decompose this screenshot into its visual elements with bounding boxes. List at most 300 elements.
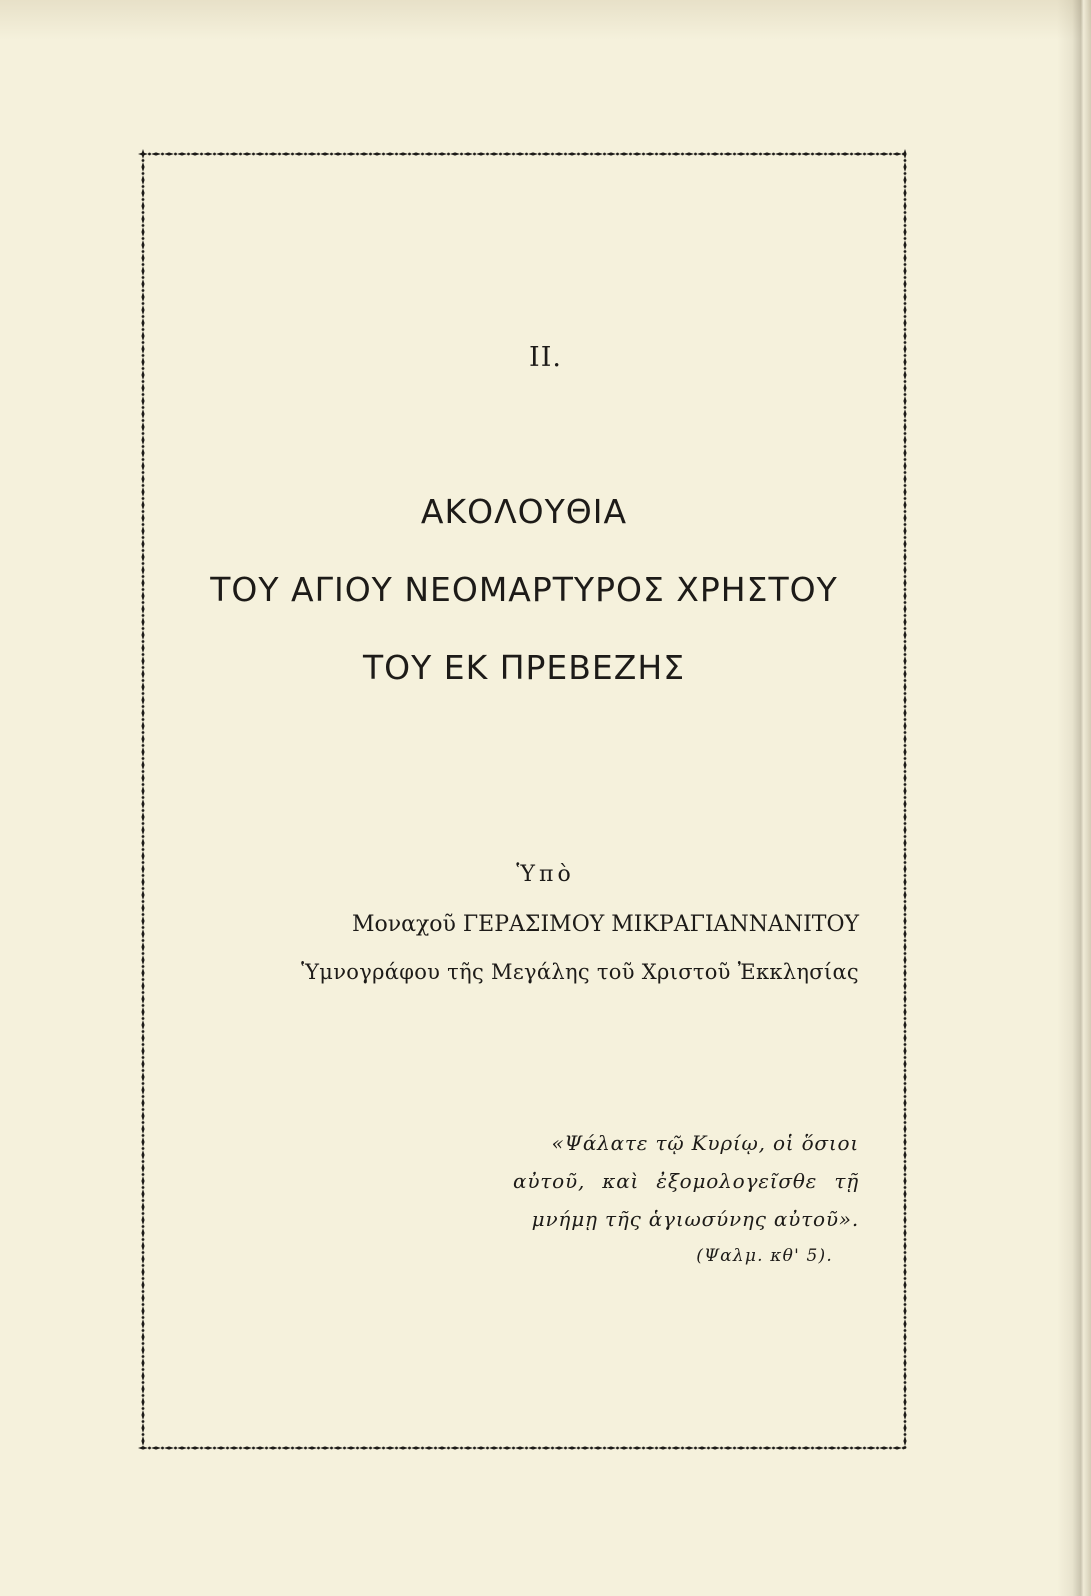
border-ornament xyxy=(216,152,226,155)
border-ornament xyxy=(141,448,144,458)
border-dot xyxy=(904,1355,907,1358)
border-dot xyxy=(904,848,907,851)
border-ornament xyxy=(528,1446,538,1449)
border-dot xyxy=(904,1160,907,1163)
border-ornament xyxy=(736,152,746,155)
title-line-1: ΑΚΟΛΟΥΘΙΑ xyxy=(420,492,628,531)
border-dot xyxy=(904,1199,907,1202)
border-dot xyxy=(142,250,145,253)
border-dot xyxy=(142,614,145,617)
border-ornament xyxy=(463,152,473,155)
border-ornament xyxy=(903,812,906,822)
border-ornament xyxy=(903,552,906,562)
border-dot xyxy=(142,1030,145,1033)
border-ornament xyxy=(749,152,759,155)
border-dot xyxy=(142,978,145,981)
border-dot xyxy=(564,153,567,156)
border-dot xyxy=(142,809,145,812)
border-dot xyxy=(904,1108,907,1111)
border-ornament xyxy=(141,747,144,757)
border-dot xyxy=(904,1147,907,1150)
border-ornament xyxy=(437,152,447,155)
border-dot xyxy=(142,1147,145,1150)
border-ornament xyxy=(141,474,144,484)
border-dot xyxy=(772,153,775,156)
border-dot xyxy=(408,1447,411,1450)
border-dot xyxy=(904,536,907,539)
border-dot xyxy=(904,471,907,474)
border-dot xyxy=(142,1095,145,1098)
border-ornament xyxy=(853,152,863,155)
border-dot xyxy=(904,913,907,916)
border-ornament xyxy=(141,968,144,978)
border-dot xyxy=(759,153,762,156)
border-ornament xyxy=(671,1446,681,1449)
border-dot xyxy=(356,1447,359,1450)
border-dot xyxy=(369,1447,372,1450)
border-ornament xyxy=(903,981,906,991)
border-ornament xyxy=(476,152,486,155)
border-ornament xyxy=(903,162,906,172)
border-dot xyxy=(904,263,907,266)
border-ornament xyxy=(903,149,906,159)
border-ornament xyxy=(606,1446,616,1449)
border-ornament xyxy=(141,1202,144,1212)
border-ornament xyxy=(398,1446,408,1449)
border-ornament xyxy=(903,396,906,406)
border-dot xyxy=(681,153,684,156)
border-dot xyxy=(142,1433,145,1436)
border-ornament xyxy=(723,152,733,155)
border-dot xyxy=(142,1342,145,1345)
border-ornament xyxy=(141,1384,144,1394)
border-ornament xyxy=(903,188,906,198)
border-dot xyxy=(142,406,145,409)
border-ornament xyxy=(385,1446,395,1449)
border-ornament xyxy=(903,383,906,393)
border-ornament xyxy=(645,1446,655,1449)
border-ornament xyxy=(632,152,642,155)
border-ornament xyxy=(307,1446,317,1449)
border-dot xyxy=(904,1030,907,1033)
border-dot xyxy=(460,153,463,156)
border-ornament xyxy=(903,1228,906,1238)
border-dot xyxy=(904,406,907,409)
border-ornament xyxy=(903,838,906,848)
border-dot xyxy=(904,1420,907,1423)
border-ornament xyxy=(903,1384,906,1394)
border-ornament xyxy=(190,152,200,155)
border-dot xyxy=(694,1447,697,1450)
border-ornament xyxy=(903,422,906,432)
border-dot xyxy=(904,1186,907,1189)
border-dot xyxy=(811,153,814,156)
border-ornament xyxy=(489,152,499,155)
border-dot xyxy=(142,263,145,266)
border-ornament xyxy=(141,1137,144,1147)
border-ornament xyxy=(903,825,906,835)
border-dot xyxy=(904,705,907,708)
border-ornament xyxy=(528,152,538,155)
border-ornament xyxy=(333,152,343,155)
border-ornament xyxy=(141,1098,144,1108)
border-dot xyxy=(142,1264,145,1267)
border-ornament xyxy=(903,1020,906,1030)
border-ornament xyxy=(141,149,144,159)
border-dot xyxy=(904,302,907,305)
border-ornament xyxy=(903,292,906,302)
border-dot xyxy=(142,1290,145,1293)
border-ornament xyxy=(359,1446,369,1449)
epigraph-line-1: «Ψάλατε τῷ Κυρίῳ, οἱ ὅσιοι xyxy=(551,1131,859,1155)
border-dot xyxy=(904,731,907,734)
border-dot xyxy=(142,1056,145,1059)
border-dot xyxy=(142,536,145,539)
border-ornament xyxy=(788,152,798,155)
border-dot xyxy=(142,848,145,851)
border-dot xyxy=(142,1108,145,1111)
byline-role: Ὑμνογράφου τῆς Μεγάλης τοῦ Χριστοῦ Ἐκκλησίας xyxy=(301,960,859,984)
border-dot xyxy=(904,224,907,227)
border-ornament xyxy=(903,1124,906,1134)
border-dot xyxy=(142,1329,145,1332)
border-dot xyxy=(142,1069,145,1072)
border-ornament xyxy=(697,152,707,155)
border-ornament xyxy=(141,773,144,783)
border-ornament xyxy=(903,461,906,471)
border-dot xyxy=(142,1173,145,1176)
border-dot xyxy=(904,1095,907,1098)
border-ornament xyxy=(177,152,187,155)
border-ornament xyxy=(450,152,460,155)
title-line-3: ΤΟΥ ΕΚ ΠΡΕΒΕΖΗΣ xyxy=(362,648,686,687)
border-dot xyxy=(850,153,853,156)
border-ornament xyxy=(151,1446,161,1449)
border-ornament xyxy=(141,1397,144,1407)
border-ornament xyxy=(903,1189,906,1199)
border-ornament xyxy=(903,266,906,276)
border-ornament xyxy=(723,1446,733,1449)
border-dot xyxy=(824,1447,827,1450)
epigraph-citation: (Ψαλμ. κθ' 5). xyxy=(696,1246,833,1266)
border-dot xyxy=(142,562,145,565)
border-ornament xyxy=(141,1280,144,1290)
border-dot xyxy=(142,1355,145,1358)
border-dot xyxy=(142,432,145,435)
border-dot xyxy=(291,153,294,156)
border-dot xyxy=(577,1447,580,1450)
border-dot xyxy=(616,153,619,156)
border-dot xyxy=(642,153,645,156)
border-ornament xyxy=(903,695,906,705)
border-dot xyxy=(174,1447,177,1450)
border-ornament xyxy=(903,474,906,484)
border-dot xyxy=(142,458,145,461)
border-ornament xyxy=(281,152,291,155)
border-dot xyxy=(460,1447,463,1450)
border-ornament xyxy=(788,1446,798,1449)
border-ornament xyxy=(903,1072,906,1082)
border-ornament xyxy=(141,1254,144,1264)
border-ornament xyxy=(141,1124,144,1134)
border-ornament xyxy=(827,152,837,155)
border-ornament xyxy=(203,1446,213,1449)
border-ornament xyxy=(903,227,906,237)
border-ornament xyxy=(141,1007,144,1017)
border-ornament xyxy=(606,152,616,155)
border-dot xyxy=(187,153,190,156)
border-dot xyxy=(142,835,145,838)
border-dot xyxy=(904,484,907,487)
border-dot xyxy=(421,1447,424,1450)
border-dot xyxy=(278,153,281,156)
border-ornament xyxy=(141,1306,144,1316)
border-ornament xyxy=(359,152,369,155)
border-ornament xyxy=(141,1215,144,1225)
border-dot xyxy=(904,822,907,825)
border-dot xyxy=(551,1447,554,1450)
border-ornament xyxy=(141,422,144,432)
border-ornament xyxy=(151,152,161,155)
border-dot xyxy=(904,1290,907,1293)
border-dot xyxy=(564,1447,567,1450)
border-ornament xyxy=(903,201,906,211)
border-dot xyxy=(904,770,907,773)
border-dot xyxy=(142,913,145,916)
border-ornament xyxy=(141,1059,144,1069)
border-dot xyxy=(356,153,359,156)
border-dot xyxy=(447,1447,450,1450)
border-ornament xyxy=(141,1410,144,1420)
border-dot xyxy=(904,1004,907,1007)
border-dot xyxy=(590,1447,593,1450)
border-ornament xyxy=(567,1446,577,1449)
border-dot xyxy=(161,1447,164,1450)
border-dot xyxy=(148,1447,151,1450)
border-ornament xyxy=(320,152,330,155)
border-ornament xyxy=(141,929,144,939)
border-dot xyxy=(200,1447,203,1450)
border-dot xyxy=(904,1381,907,1384)
border-dot xyxy=(395,1447,398,1450)
border-ornament xyxy=(141,1176,144,1186)
border-dot xyxy=(142,1082,145,1085)
border-dot xyxy=(142,952,145,955)
border-ornament xyxy=(903,409,906,419)
border-dot xyxy=(904,211,907,214)
border-ornament xyxy=(903,1241,906,1251)
border-ornament xyxy=(141,1189,144,1199)
border-dot xyxy=(904,1043,907,1046)
border-ornament xyxy=(141,201,144,211)
border-dot xyxy=(252,153,255,156)
border-dot xyxy=(772,1447,775,1450)
border-ornament xyxy=(141,188,144,198)
border-ornament xyxy=(141,1072,144,1082)
border-ornament xyxy=(141,708,144,718)
border-dot xyxy=(142,484,145,487)
border-dot xyxy=(904,185,907,188)
border-dot xyxy=(142,965,145,968)
border-dot xyxy=(142,1212,145,1215)
border-ornament xyxy=(141,955,144,965)
border-dot xyxy=(142,1303,145,1306)
border-dot xyxy=(837,153,840,156)
border-ornament xyxy=(177,1446,187,1449)
border-dot xyxy=(142,1368,145,1371)
border-ornament xyxy=(814,1446,824,1449)
border-dot xyxy=(629,153,632,156)
border-ornament xyxy=(903,760,906,770)
border-ornament xyxy=(141,838,144,848)
border-ornament xyxy=(424,152,434,155)
border-ornament xyxy=(141,903,144,913)
border-ornament xyxy=(141,240,144,250)
border-dot xyxy=(447,153,450,156)
border-dot xyxy=(330,153,333,156)
border-dot xyxy=(142,1381,145,1384)
border-dot xyxy=(142,900,145,903)
border-dot xyxy=(142,1420,145,1423)
border-ornament xyxy=(903,1111,906,1121)
border-ornament xyxy=(141,1423,144,1433)
border-ornament xyxy=(903,1176,906,1186)
border-dot xyxy=(904,1056,907,1059)
border-dot xyxy=(798,1447,801,1450)
border-ornament xyxy=(903,1293,906,1303)
border-ornament xyxy=(141,409,144,419)
border-ornament xyxy=(903,955,906,965)
border-ornament xyxy=(141,1111,144,1121)
border-dot xyxy=(330,1447,333,1450)
border-ornament xyxy=(903,1423,906,1433)
border-dot xyxy=(148,153,151,156)
border-ornament xyxy=(903,305,906,315)
border-ornament xyxy=(903,916,906,926)
border-dot xyxy=(904,198,907,201)
border-dot xyxy=(616,1447,619,1450)
epigraph-line-2: αὐτοῦ, καὶ ἐξομολογεῖσθε τῇ xyxy=(513,1169,859,1193)
border-dot xyxy=(161,153,164,156)
border-dot xyxy=(904,1134,907,1137)
border-ornament xyxy=(903,1280,906,1290)
border-ornament xyxy=(840,1446,850,1449)
border-ornament xyxy=(903,435,906,445)
border-ornament xyxy=(903,175,906,185)
border-ornament xyxy=(814,152,824,155)
border-ornament xyxy=(141,214,144,224)
border-dot xyxy=(142,211,145,214)
border-ornament xyxy=(141,435,144,445)
border-dot xyxy=(707,1447,710,1450)
border-ornament xyxy=(141,630,144,640)
border-ornament xyxy=(710,152,720,155)
border-ornament xyxy=(141,162,144,172)
border-dot xyxy=(265,1447,268,1450)
border-ornament xyxy=(141,942,144,952)
border-dot xyxy=(904,1329,907,1332)
border-dot xyxy=(577,153,580,156)
border-dot xyxy=(904,419,907,422)
border-dot xyxy=(317,153,320,156)
byline-by: Ὑπὸ xyxy=(516,862,575,887)
border-ornament xyxy=(903,903,906,913)
border-dot xyxy=(525,153,528,156)
border-dot xyxy=(904,718,907,721)
border-ornament xyxy=(903,721,906,731)
border-ornament xyxy=(903,1306,906,1316)
border-dot xyxy=(142,770,145,773)
border-dot xyxy=(785,153,788,156)
border-dot xyxy=(395,153,398,156)
border-ornament xyxy=(903,539,906,549)
border-dot xyxy=(382,153,385,156)
border-ornament xyxy=(903,1319,906,1329)
border-dot xyxy=(904,744,907,747)
border-dot xyxy=(142,315,145,318)
border-dot xyxy=(239,1447,242,1450)
border-dot xyxy=(278,1447,281,1450)
border-dot xyxy=(889,153,892,156)
border-ornament xyxy=(775,1446,785,1449)
border-dot xyxy=(629,1447,632,1450)
border-dot xyxy=(904,991,907,994)
border-dot xyxy=(904,432,907,435)
border-dot xyxy=(213,1447,216,1450)
border-dot xyxy=(142,419,145,422)
border-ornament xyxy=(866,152,876,155)
border-ornament xyxy=(255,1446,265,1449)
border-dot xyxy=(317,1447,320,1450)
border-dot xyxy=(142,445,145,448)
border-ornament xyxy=(141,851,144,861)
border-ornament xyxy=(141,461,144,471)
border-ornament xyxy=(903,630,906,640)
border-ornament xyxy=(903,1371,906,1381)
border-dot xyxy=(904,393,907,396)
border-dot xyxy=(142,692,145,695)
border-ornament xyxy=(333,1446,343,1449)
border-dot xyxy=(142,302,145,305)
border-dot xyxy=(904,1238,907,1241)
border-ornament xyxy=(411,1446,421,1449)
border-dot xyxy=(142,718,145,721)
border-dot xyxy=(904,549,907,552)
border-ornament xyxy=(879,1446,889,1449)
border-dot xyxy=(904,952,907,955)
border-ornament xyxy=(658,152,668,155)
border-ornament xyxy=(141,786,144,796)
border-dot xyxy=(142,198,145,201)
border-ornament xyxy=(346,152,356,155)
border-ornament xyxy=(255,152,265,155)
border-ornament xyxy=(903,214,906,224)
border-ornament xyxy=(141,1293,144,1303)
border-dot xyxy=(538,1447,541,1450)
border-dot xyxy=(904,614,907,617)
border-dot xyxy=(142,705,145,708)
border-ornament xyxy=(294,152,304,155)
border-dot xyxy=(512,153,515,156)
border-ornament xyxy=(141,305,144,315)
border-ornament xyxy=(749,1446,759,1449)
border-ornament xyxy=(502,1446,512,1449)
border-dot xyxy=(837,1447,840,1450)
border-dot xyxy=(904,1368,907,1371)
border-dot xyxy=(904,1212,907,1215)
border-ornament xyxy=(903,1007,906,1017)
border-dot xyxy=(904,250,907,253)
